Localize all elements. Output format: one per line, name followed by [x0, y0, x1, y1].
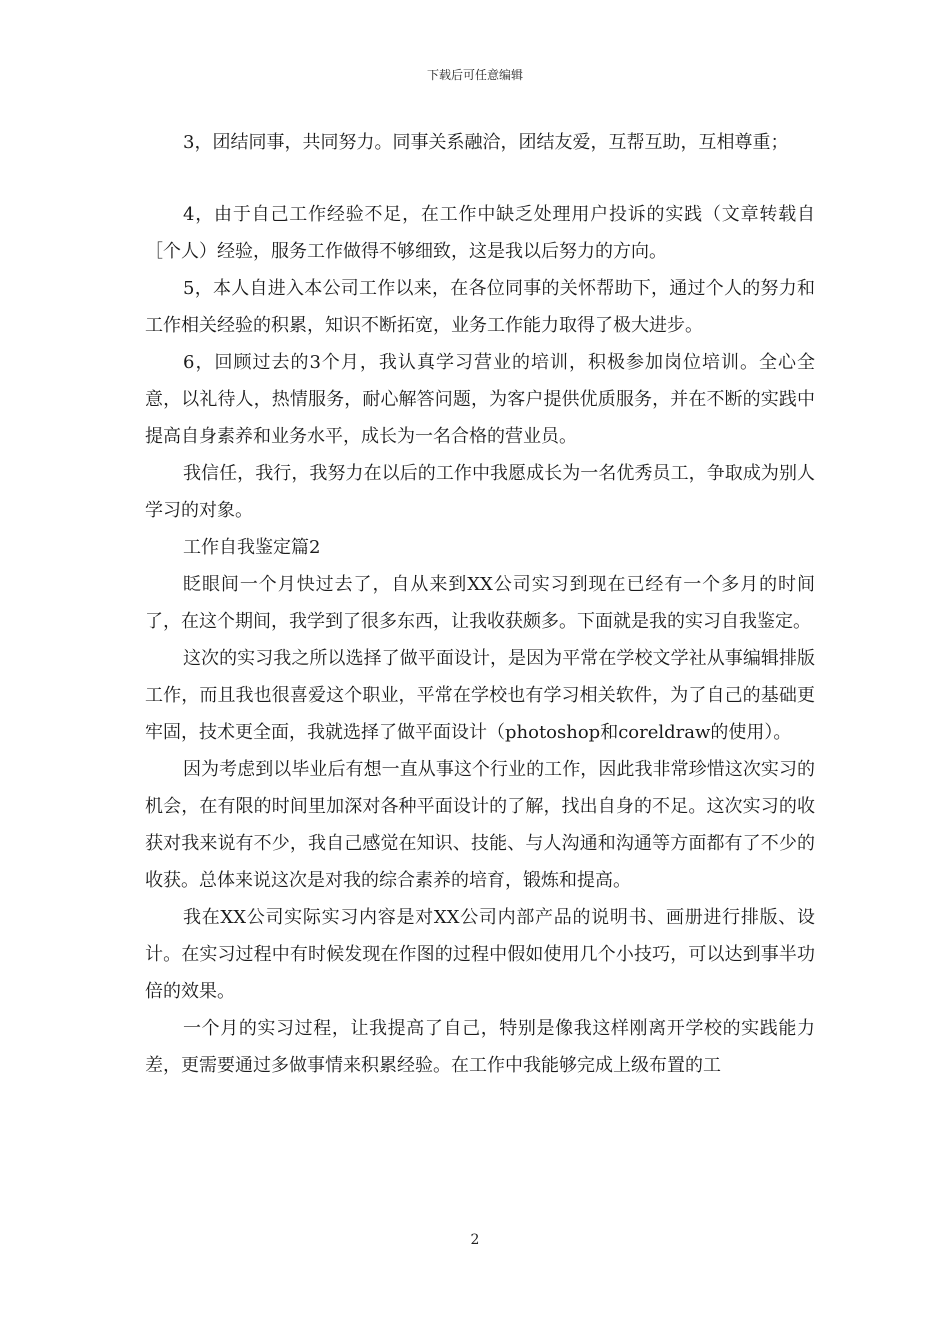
paragraph-intro: 眨眼间一个月快过去了，自从来到XX公司实习到现在已经有一个多月的时间了，在这个期间，我学到了很多东西，让我收获颇多。下面就是我的实习自我鉴定。 [145, 574, 815, 632]
paragraph-work-content: 我在XX公司实际实习内容是对XX公司内部产品的说明书、画册进行排版、设计。在实习过程中有时候发现在作图的过程中假如使用几个小技巧，可以达到事半功倍的效果。 [145, 907, 815, 1002]
paragraph-gap [145, 161, 815, 196]
paragraph-item-3: 3，团结同事，共同努力。同事关系融洽，团结友爱，互帮互助，互相尊重； [183, 132, 789, 153]
paragraph-item-6: 6，回顾过去的3个月，我认真学习营业的培训，积极参加岗位培训。全心全意，以礼待人，热情服务，耐心解答问题，为客户提供优质服务，并在不断的实践中提高自身素养和业务水平，成长为一名合格的营业员。 [145, 352, 815, 447]
paragraph-opportunity: 因为考虑到以毕业后有想一直从事这个行业的工作，因此我非常珍惜这次实习的机会，在有限的时间里加深对各种平面设计的了解，找出自身的不足。这次实习的收获对我来说有不少，我自己感觉在知识、技能、与人沟通和沟通等方面都有了不少的收获。总体来说这次是对我的综合素养的培育，锻炼和提高。 [145, 759, 815, 891]
page-header: 下载后可任意编辑 [426, 68, 523, 82]
page-number: 2 [470, 1232, 480, 1248]
paragraph-item-5: 5，本人自进入本公司工作以来，在各位同事的关怀帮助下，通过个人的努力和工作相关经验的积累，知识不断拓宽，业务工作能力取得了极大进步。 [145, 278, 815, 336]
paragraph-item-4: 4，由于自己工作经验不足，在工作中缺乏处理用户投诉的实践（文章转载自［个人）经验，服务工作做得不够细致，这是我以后努力的方向。 [145, 204, 815, 262]
paragraph-conclusion: 我信任，我行，我努力在以后的工作中我愿成长为一名优秀员工，争取成为别人学习的对象。 [145, 463, 815, 521]
section-heading: 工作自我鉴定篇2 [183, 537, 321, 558]
paragraph-improvement: 一个月的实习过程，让我提高了自己，特别是像我这样刚离开学校的实践能力差，更需要通过多做事情来积累经验。在工作中我能够完成上级布置的工 [145, 1018, 815, 1076]
paragraph-design-choice: 这次的实习我之所以选择了做平面设计，是因为平常在学校文学社从事编辑排版工作，而且我也很喜爱这个职业，平常在学校也有学习相关软件，为了自己的基础更牢固，技术更全面，我就选择了做平面设计（photoshop和coreldraw的使用）。 [145, 648, 815, 743]
document-body [145, 124, 815, 1084]
